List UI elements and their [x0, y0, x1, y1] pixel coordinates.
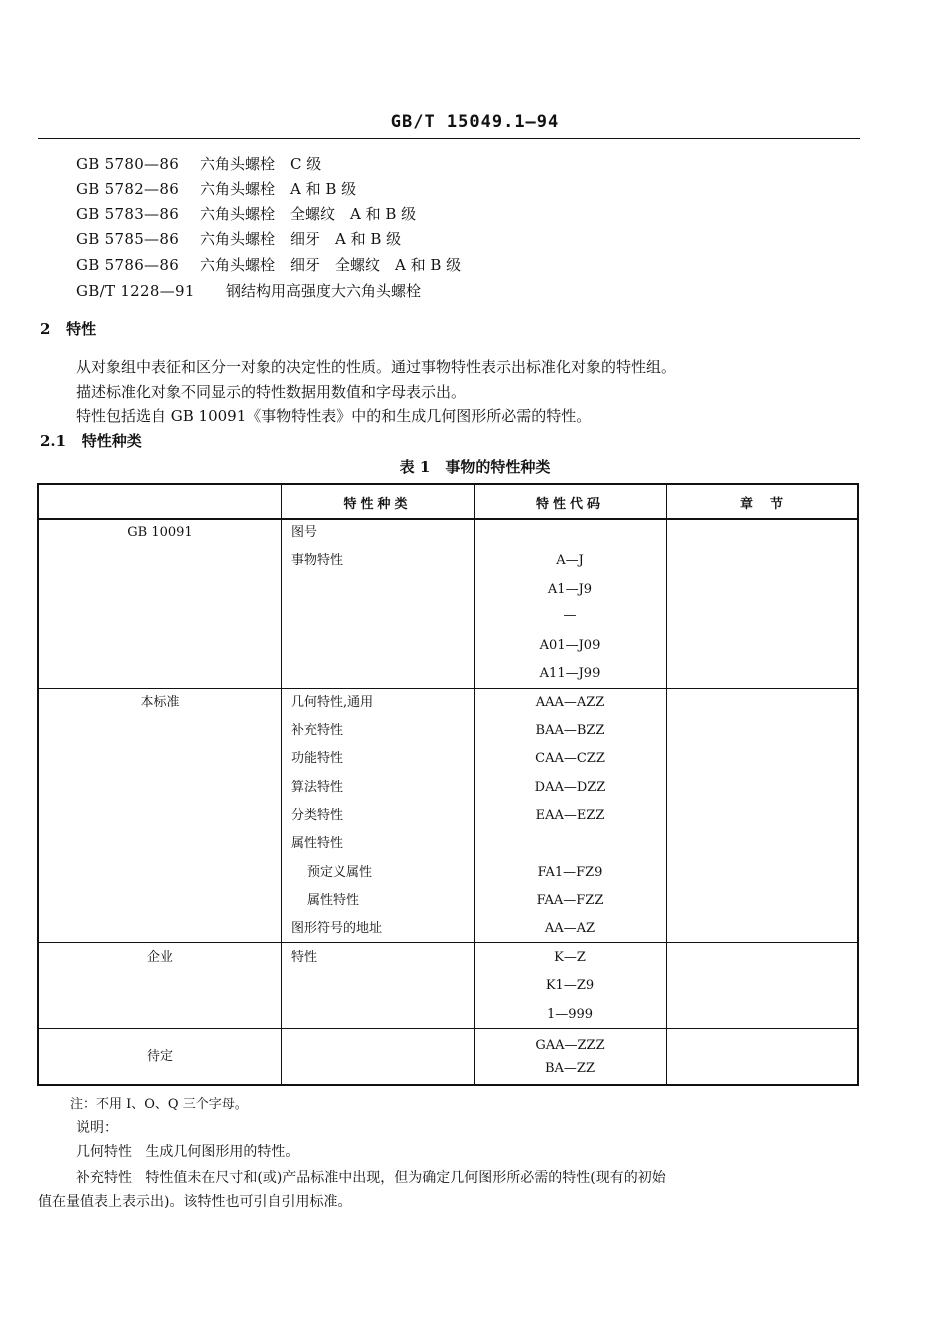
table-kind-cell: 分类特性: [291, 808, 344, 823]
table-source-cell: GB 10091: [127, 525, 193, 540]
table-code-cell: AAA—AZZ: [535, 695, 605, 710]
definition-geometric: [76, 1142, 299, 1162]
paragraph: 特性包括选自 GB 10091《事物特性表》中的和生成几何图形所必需的特性。: [76, 407, 592, 425]
table-code-cell: K1—Z9: [545, 978, 595, 993]
reference-code: GB/T 1228—91: [76, 282, 195, 300]
table-kind-cell: 属性特性: [291, 836, 344, 851]
table-code-cell: AA—AZ: [544, 921, 596, 936]
table-code-cell: K—Z: [554, 950, 586, 965]
reference-title: 六角头螺栓 C 级: [200, 155, 322, 173]
table-kind-cell: 功能特性: [291, 751, 344, 766]
table-code-cell: CAA—CZZ: [535, 751, 605, 766]
section-number: 2: [40, 320, 51, 338]
reference-code: GB 5783—86: [76, 205, 180, 223]
table-kind-cell: 特性: [291, 950, 318, 965]
paragraph: 描述标准化对象不同显示的特性数据用数值和字母表示出。: [76, 383, 467, 401]
reference-title: 六角头螺栓 全螺纹 A 和 B 级: [200, 205, 417, 223]
table-caption: 表 1 事物的特性种类: [399, 458, 551, 476]
section-number: 2.1: [40, 432, 67, 450]
table-note: 注：不用 I、O、Q 三个字母。: [70, 1097, 248, 1112]
header-rule: [38, 138, 860, 139]
table-kind-cell: 图号: [291, 525, 318, 540]
row-rule: [39, 518, 857, 520]
reference-item: [76, 204, 416, 224]
row-rule: [39, 942, 857, 943]
definition-text: 特性值未在尺寸和(或)产品标准中出现，但为确定几何图形所必需的特性(现有的初始: [145, 1170, 666, 1186]
row-rule: [39, 1028, 857, 1029]
section-2-1-heading: [40, 430, 142, 451]
table-source-cell: 企业: [146, 950, 173, 965]
reference-item: [76, 179, 356, 199]
section-title: 特性种类: [81, 432, 142, 450]
reference-title: 钢结构用高强度大六角头螺栓: [226, 282, 422, 300]
table-code-cell: BAA—BZZ: [535, 723, 605, 738]
reference-item: [76, 154, 321, 174]
reference-item: [76, 281, 421, 301]
table-source-cell: 待定: [146, 1049, 173, 1064]
table-code-cell: A1—J9: [547, 582, 593, 597]
page-header-title: GB/T 15049.1—94: [390, 112, 560, 132]
reference-item: [76, 229, 401, 249]
reference-title: 六角头螺栓 A 和 B 级: [200, 180, 357, 198]
definition-text: 生成几何图形用的特性。: [145, 1144, 300, 1160]
table-code-cell: A11—J99: [539, 666, 601, 681]
characteristics-table: [37, 483, 859, 1086]
table-header-code: 特性代码: [535, 497, 604, 512]
explanation-label: 说明：: [76, 1120, 118, 1136]
table-code-cell: 1—999: [546, 1007, 594, 1022]
reference-title: 六角头螺栓 细牙 全螺纹 A 和 B 级: [200, 256, 462, 274]
reference-code: GB 5786—86: [76, 256, 180, 274]
reference-code: GB 5780—86: [76, 155, 180, 173]
table-source-cell: 本标准: [140, 695, 180, 710]
table-kind-cell: 补充特性: [291, 723, 344, 738]
table-code-cell: A01—J09: [539, 638, 601, 653]
table-code-cell: EAA—EZZ: [535, 808, 605, 823]
table-kind-cell: 算法特性: [291, 780, 344, 795]
section-2-heading: [40, 318, 96, 339]
table-kind-cell: 几何特性,通用: [291, 695, 374, 710]
section-title: 特性: [66, 320, 97, 338]
definition-supplement-continued: 值在量值表上表示出)。该特性也可引自引用标准。: [38, 1194, 352, 1210]
table-code-cell: DAA—DZZ: [534, 780, 606, 795]
definition-term: 补充特性: [76, 1170, 132, 1186]
table-code-cell: —: [563, 608, 577, 623]
table-code-cell: BA—ZZ: [544, 1061, 595, 1076]
table-code-cell: A—J: [556, 553, 584, 568]
table-code-cell: FA1—FZ9: [537, 865, 603, 880]
reference-title: 六角头螺栓 细牙 A 和 B 级: [200, 230, 402, 248]
row-rule: [39, 688, 857, 689]
table-code-cell: GAA—ZZZ: [535, 1038, 605, 1053]
reference-code: GB 5785—86: [76, 230, 180, 248]
paragraph: 从对象组中表征和区分一对象的决定性的性质。通过事物特性表示出标准化对象的特性组。: [76, 358, 677, 376]
reference-item: [76, 255, 461, 275]
table-kind-cell: 属性特性: [307, 893, 360, 908]
table-code-cell: FAA—FZZ: [536, 893, 604, 908]
column-rule: [666, 485, 667, 1084]
column-rule: [281, 485, 282, 1084]
table-kind-cell: 事物特性: [291, 553, 344, 568]
reference-code: GB 5782—86: [76, 180, 180, 198]
table-kind-cell: 图形符号的地址: [291, 921, 383, 936]
table-kind-cell: 预定义属性: [307, 865, 373, 880]
definition-term: 几何特性: [76, 1144, 132, 1160]
table-header-kind: 特性种类: [343, 497, 412, 512]
table-header-chapter: 章 节: [739, 497, 785, 512]
definition-supplement: [76, 1168, 666, 1188]
